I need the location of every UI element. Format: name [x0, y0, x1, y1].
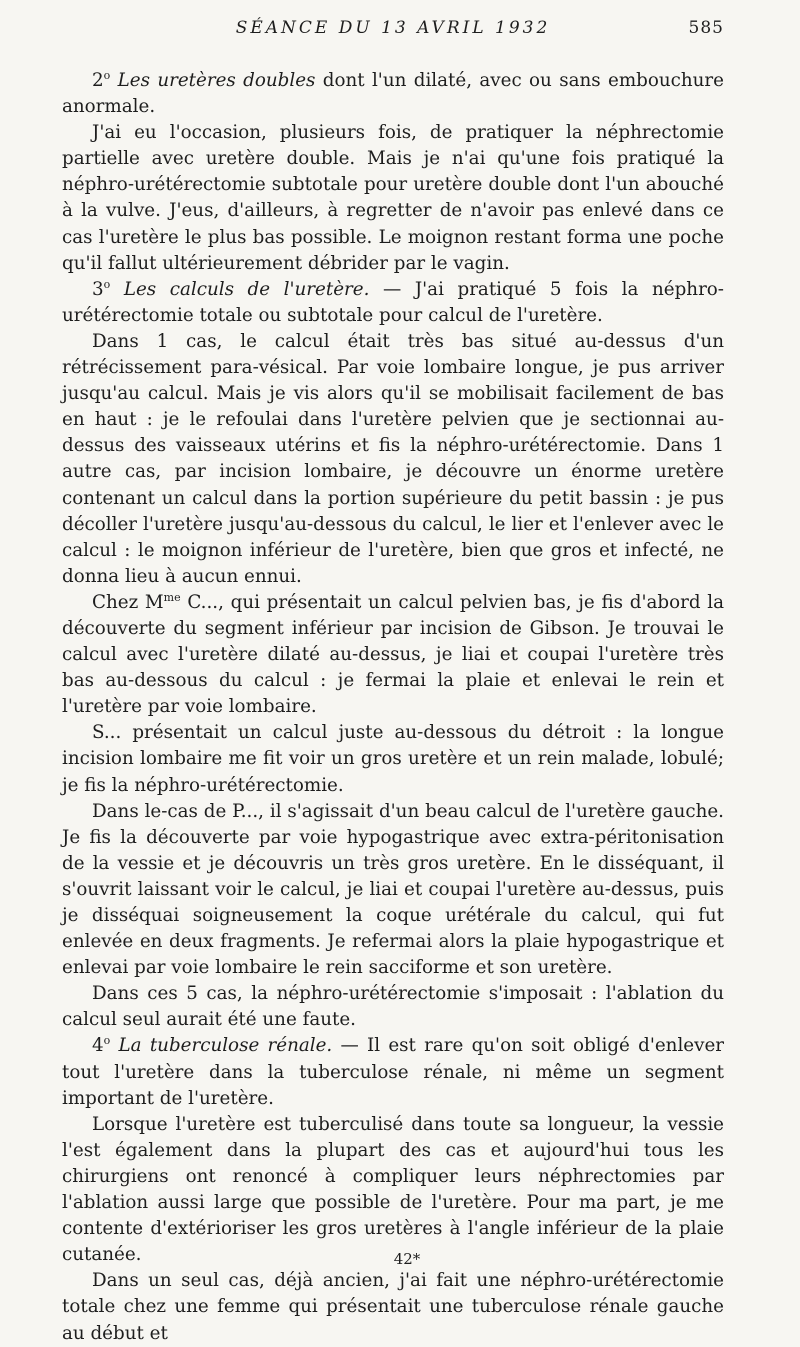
- paragraph: Dans 1 cas, le calcul était très bas situé au-dessus d'un rétrécissement para-vésical. Par voie lombaire longue, je pus arriver jusqu'au calcul. Mais je vis alors qu'il se mobilisait facilement de bas en haut : je le refoulai dans l'uretère pelvien que je sectionnai au-dessus des vaisseaux utérins et fis la néphro-urétérectomie. Dans 1 autre cas, par incision lombaire, je découvre un énorme uretère contenant un calcul dans la portion supérieure du petit bassin : je pus décoller l'uretère jusqu'au-dessous du calcul, le lier et l'enlever avec le calcul : le moignon inférieur de l'uretère, bien que gros et infecté, ne donna lieu à aucun ennui.: [62, 330, 724, 587]
- paragraph-tuberculose: 4$^o$ La tuberculose rénale. — Il est rare qu'on soit obligé d'enlever tout l'uretère dans la tuberculose rénale, ni même un segment important de l'uretère.: [62, 1034, 724, 1109]
- signature-mark: 42*: [393, 1250, 421, 1268]
- paragraph: Chez $M^{me}$ C..., qui présentait un calcul pelvien bas, je fis d'abord la découverte du segment inférieur par incision de Gibson. Je trouvai le calcul avec l'uretère dilaté au-dessus, je liai et coupai l'uretère très bas au-dessous du calcul : je fermai la plaie et enlevai le rein et l'uretère par voie lombaire.: [62, 590, 724, 718]
- header-title: SÉANCE DU 13 AVRIL 1932: [235, 18, 551, 38]
- paragraph: J'ai eu l'occasion, plusieurs fois, de pratiquer la néphrectomie partielle avec uretère double. Mais je n'ai qu'une fois pratiqué la néphro-urétérectomie subtotale pour uretère double dont l'un abouché à la vulve. J'eus, d'ailleurs, à regretter de n'avoir pas enlevé dans ce cas l'uretère le plus bas possible. Le moignon restant forma une poche qu'il fallut ultérieurement débrider par le vagin.: [62, 122, 724, 274]
- paragraph: Lorsque l'uretère est tuberculisé dans toute sa longueur, la vessie l'est également dans la plupart des cas et aujourd'hui tous les chirurgiens ont renoncé à compliquer leurs néphrectomies par l'ablation aussi large que possible de l'uretère. Pour ma part, je me contente d'extérioriser les gros uretères à l'angle inférieur de la plaie cutanée.: [62, 1113, 724, 1266]
- paragraph: Dans un seul cas, déjà ancien, j'ai fait une néphro-urétérectomie totale chez une femme qui présentait une tuberculose rénale gauche au début et: [62, 1270, 724, 1344]
- page-number: 585: [688, 18, 724, 38]
- section-title: Les uretères doubles: [117, 70, 316, 91]
- paragraph-calculs: 3$^o$ Les calculs de l'uretère. — J'ai pratiqué 5 fois la néphro-urétérectomie totale ou subtotale pour calcul de l'uretère.: [62, 277, 724, 326]
- paragraph: Dans ces 5 cas, la néphro-urétérectomie s'imposait : l'ablation du calcul seul aurait été une faute.: [62, 983, 724, 1031]
- section-title: Les calculs de l'uretère.: [123, 278, 370, 300]
- paragraph: S... présentait un calcul juste au-dessous du détroit : la longue incision lombaire me fit voir un gros uretère et un rein malade, lobulé; je fis la néphro-urétérectomie.: [62, 722, 724, 796]
- body-text: [62, 68, 724, 1347]
- running-header: [62, 18, 724, 48]
- paragraph-ureteres-doubles: 2$^o$ Les uretères doubles dont l'un dilaté, avec ou sans embouchure anormale.: [62, 69, 724, 118]
- section-title: La tuberculose rénale.: [118, 1035, 333, 1057]
- paragraph: Dans le-cas de P..., il s'agissait d'un beau calcul de l'uretère gauche. Je fis la découverte par voie hypogastrique avec extra-péritonisation de la vessie et je découvris un très gros uretère. En le disséquant, il s'ouvrit laissant voir le calcul, je liai et coupai l'uretère au-dessus, puis je disséquai soigneusement la coque urétérale du calcul, qui fut enlevée en deux fragments. Je refermai alors la plaie hypogastrique et enlevai par voie lombaire le rein sacciforme et son uretère.: [62, 800, 724, 979]
